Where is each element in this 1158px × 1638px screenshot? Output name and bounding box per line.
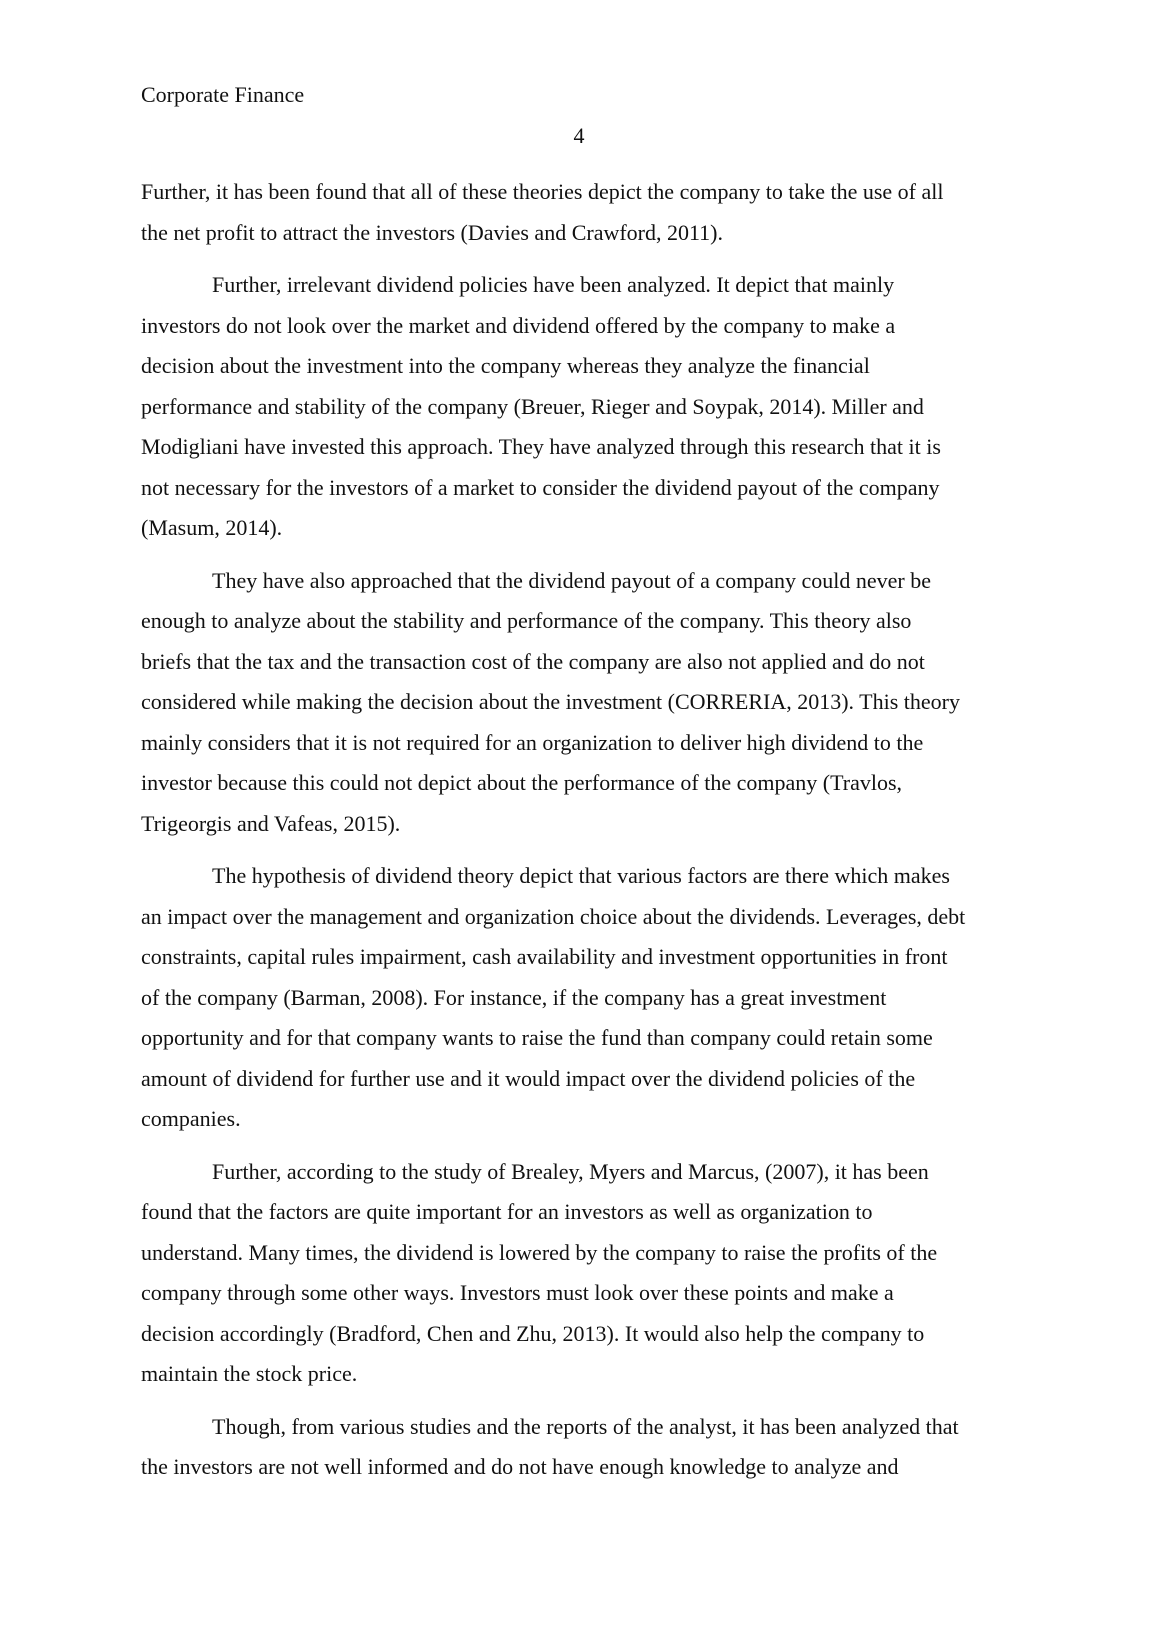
text-line: maintain the stock price. [141, 1361, 358, 1386]
text-line: The hypothesis of dividend theory depict that various factors are there which makes [212, 863, 950, 888]
paragraph [141, 1407, 1021, 1488]
text-line: constraints, capital rules impairment, cash availability and investment opportunities in front [141, 944, 948, 969]
paragraph [141, 561, 1021, 845]
text-line: enough to analyze about the stability and performance of the company. This theory also [141, 608, 912, 633]
body-text [141, 172, 1021, 1488]
text-line: of the company (Barman, 2008). For instance, if the company has a great investment [141, 984, 887, 1010]
text-line: Further, irrelevant dividend policies have been analyzed. It depict that mainly [212, 272, 895, 297]
text-line: investors do not look over the market and dividend offered by the company to make a [141, 312, 896, 338]
text-line: They have also approached that the dividend payout of a company could never be [212, 567, 932, 593]
text-line: amount of dividend for further use and it would impact over the dividend policies of the [141, 1065, 916, 1091]
text-line: an impact over the management and organization choice about the dividends. Leverages, debt [141, 903, 966, 929]
text-line: Though, from various studies and the reports of the analyst, it has been analyzed that [212, 1413, 959, 1439]
text-line: decision about the investment into the company whereas they analyze the financial [141, 353, 870, 378]
paragraph [141, 172, 1021, 253]
text-line: not necessary for the investors of a market to consider the dividend payout of the company [141, 474, 940, 500]
text-line: performance and stability of the company (Breuer, Rieger and Soypak, 2014). Miller and [141, 393, 924, 419]
page-number: 4 [573, 123, 585, 148]
text-line: found that the factors are quite important for an investors as well as organization to [141, 1199, 873, 1224]
text-line: investor because this could not depict about the performance of the company (Travlos, [141, 770, 903, 795]
paragraph [141, 1152, 1021, 1395]
text-line: companies. [141, 1106, 241, 1131]
paragraph [141, 265, 1021, 549]
text-line: Further, it has been found that all of these theories depict the company to take the use of all [141, 179, 944, 204]
text-line: understand. Many times, the dividend is lowered by the company to raise the profits of the [141, 1239, 938, 1265]
paragraph [141, 856, 1021, 1140]
text-line: the net profit to attract the investors (Davies and Crawford, 2011). [141, 219, 724, 245]
text-line: Modigliani have invested this approach. They have analyzed through this research that it is [141, 434, 941, 459]
text-line: company through some other ways. Investors must look over these points and make a [141, 1280, 894, 1305]
text-line: mainly considers that it is not required for an organization to deliver high dividend to the [141, 729, 924, 755]
running-header-title: Corporate Finance [141, 82, 305, 107]
text-line: (Masum, 2014). [141, 515, 283, 540]
text-line: opportunity and for that company wants to raise the fund than company could retain some [141, 1025, 933, 1050]
text-line: Further, according to the study of Brealey, Myers and Marcus, (2007), it has been [212, 1158, 929, 1184]
text-line: considered while making the decision about the investment (CORRERIA, 2013). This theory [141, 689, 960, 714]
text-line: Trigeorgis and Vafeas, 2015). [141, 810, 401, 836]
text-line: decision accordingly (Bradford, Chen and Zhu, 2013). It would also help the company to [141, 1320, 925, 1346]
text-line: briefs that the tax and the transaction cost of the company are also not applied and do not [141, 648, 925, 674]
text-line: the investors are not well informed and do not have enough knowledge to analyze and [141, 1454, 899, 1479]
